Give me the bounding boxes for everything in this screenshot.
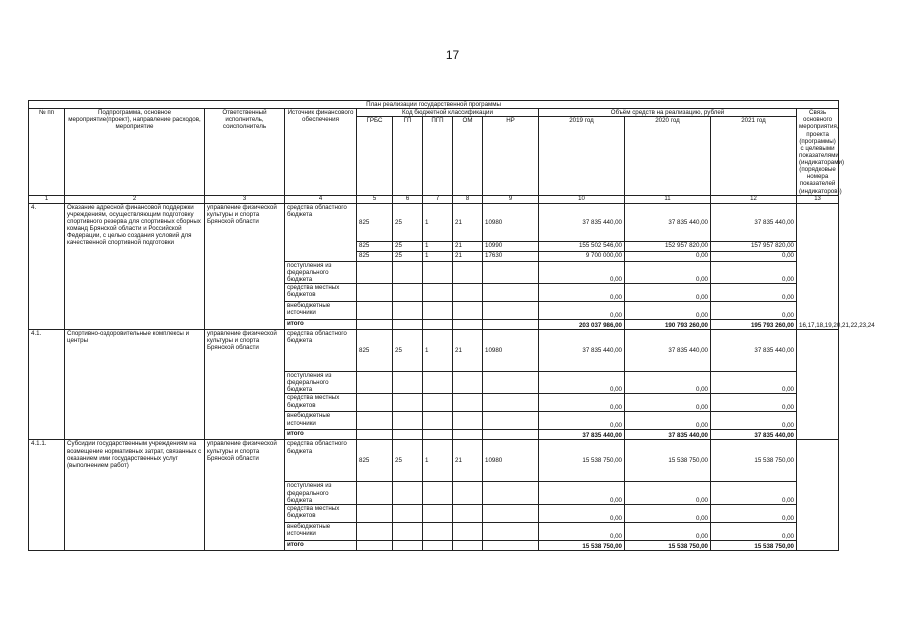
col-number: 11 — [625, 195, 711, 203]
value-2019: 155 502 546,00 — [539, 241, 625, 251]
value-2021: 15 538 750,00 — [711, 440, 797, 482]
empty-code-cell — [483, 522, 539, 540]
code-pgp: 1 — [423, 251, 453, 261]
code-om: 21 — [453, 241, 483, 251]
empty-code-cell — [483, 430, 539, 440]
empty-code-cell — [453, 430, 483, 440]
value-2021: 0,00 — [711, 504, 797, 522]
empty-code-cell — [423, 540, 453, 550]
value-2020: 37 835 440,00 — [625, 203, 711, 241]
row-num: 4. — [29, 203, 65, 329]
empty-code-cell — [393, 522, 423, 540]
col-number: 7 — [423, 195, 453, 203]
header-om: ОМ — [453, 117, 483, 195]
value-2021: 0,00 — [711, 522, 797, 540]
value-2021: 0,00 — [711, 412, 797, 430]
empty-code-cell — [453, 522, 483, 540]
empty-code-cell — [423, 284, 453, 302]
code-gp: 25 — [393, 251, 423, 261]
code-np: 10980 — [483, 440, 539, 482]
code-np: 10980 — [483, 203, 539, 241]
header-2020: 2020 год — [625, 117, 711, 195]
value-2019: 0,00 — [539, 284, 625, 302]
value-2021: 0,00 — [711, 261, 797, 283]
col-number: 3 — [205, 195, 285, 203]
value-2020: 15 538 750,00 — [625, 540, 711, 550]
header-subprogram: Подпрограмма, основное мероприятие(проект), направление расходов, мероприятие — [65, 109, 205, 196]
empty-code-cell — [357, 261, 393, 283]
row-name: Субсидии государственным учреждениям на возмещение нормативных затрат, связанных с оказанием ими государственных услуг (выполнением работ) — [65, 440, 205, 550]
table-row — [29, 330, 839, 372]
header-2019: 2019 год — [539, 117, 625, 195]
source-extra: внебюджетные источники — [285, 522, 357, 540]
col-number: 1 — [29, 195, 65, 203]
empty-code-cell — [453, 540, 483, 550]
source-regional: средства областного бюджета — [285, 203, 357, 261]
empty-code-cell — [393, 302, 423, 320]
empty-code-cell — [483, 261, 539, 283]
value-2020: 0,00 — [625, 504, 711, 522]
value-2020: 0,00 — [625, 261, 711, 283]
empty-code-cell — [453, 482, 483, 504]
value-2020: 37 835 440,00 — [625, 430, 711, 440]
empty-code-cell — [393, 284, 423, 302]
value-2019: 0,00 — [539, 372, 625, 394]
col-number: 13 — [797, 195, 839, 203]
value-2021: 37 835 440,00 — [711, 430, 797, 440]
header-volume: Объём средств на реализацию, рублей — [539, 109, 797, 117]
empty-code-cell — [357, 320, 393, 330]
empty-code-cell — [423, 430, 453, 440]
empty-code-cell — [393, 504, 423, 522]
value-2019: 0,00 — [539, 261, 625, 283]
row-num: 4.1.1. — [29, 440, 65, 550]
empty-code-cell — [483, 504, 539, 522]
source-federal: поступления из федерального бюджета — [285, 482, 357, 504]
empty-code-cell — [357, 482, 393, 504]
value-2019: 37 835 440,00 — [539, 330, 625, 372]
indicators-cell: 16,17,18,19,20,21,22,23,24 — [797, 203, 839, 329]
empty-code-cell — [357, 372, 393, 394]
code-grbs: 825 — [357, 203, 393, 241]
code-np: 10990 — [483, 241, 539, 251]
empty-code-cell — [453, 504, 483, 522]
value-2021: 0,00 — [711, 482, 797, 504]
row-name: Оказание адресной финансовой поддержки учреждениям, осуществляющим подготовку спортивного резерва для спортивных сборных команд Брянской области и Российской Федерации, с целью создания условий для качественной спортивной подготовки — [65, 203, 205, 329]
value-2021: 15 538 750,00 — [711, 540, 797, 550]
value-2021: 0,00 — [711, 251, 797, 261]
empty-code-cell — [483, 482, 539, 504]
value-2019: 0,00 — [539, 412, 625, 430]
code-grbs: 825 — [357, 330, 393, 372]
header-pgp: ПГП — [423, 117, 453, 195]
value-2020: 0,00 — [625, 251, 711, 261]
code-pgp: 1 — [423, 440, 453, 482]
plan-table — [28, 100, 875, 551]
code-gp: 25 — [393, 440, 423, 482]
empty-code-cell — [393, 372, 423, 394]
empty-code-cell — [357, 302, 393, 320]
header-responsible: Ответственный исполнитель, соисполнитель — [205, 109, 285, 196]
code-om: 21 — [453, 440, 483, 482]
value-2020: 0,00 — [625, 372, 711, 394]
value-2020: 37 835 440,00 — [625, 330, 711, 372]
value-2019: 15 538 750,00 — [539, 440, 625, 482]
value-2021: 157 957 820,00 — [711, 241, 797, 251]
empty-code-cell — [357, 522, 393, 540]
empty-code-cell — [423, 302, 453, 320]
value-2020: 0,00 — [625, 412, 711, 430]
source-local: средства местных бюджетов — [285, 284, 357, 302]
value-2019: 37 835 440,00 — [539, 430, 625, 440]
value-2020: 0,00 — [625, 522, 711, 540]
empty-code-cell — [483, 372, 539, 394]
value-2019: 0,00 — [539, 522, 625, 540]
value-2019: 15 538 750,00 — [539, 540, 625, 550]
table-row — [29, 203, 839, 241]
source-regional: средства областного бюджета — [285, 330, 357, 372]
source-federal: поступления из федерального бюджета — [285, 261, 357, 283]
code-om: 21 — [453, 251, 483, 261]
empty-code-cell — [357, 284, 393, 302]
source-regional: средства областного бюджета — [285, 440, 357, 482]
source-extra: внебюджетные источники — [285, 412, 357, 430]
header-source: Источник финансового обеспечения — [285, 109, 357, 196]
value-2020: 0,00 — [625, 284, 711, 302]
empty-code-cell — [453, 320, 483, 330]
row-responsible: управление физической культуры и спорта Брянской области — [205, 330, 285, 440]
header-link: Связь основного мероприятия, проекта (программы) с целевыми показателями (индикаторами) (порядковые номера показателей (индикаторов)) — [797, 109, 839, 196]
value-2021: 0,00 — [711, 372, 797, 394]
empty-code-cell — [393, 320, 423, 330]
value-2020: 190 793 260,00 — [625, 320, 711, 330]
value-2019: 203 037 986,00 — [539, 320, 625, 330]
col-number: 12 — [711, 195, 797, 203]
source-local: средства местных бюджетов — [285, 394, 357, 412]
code-om: 21 — [453, 203, 483, 241]
empty-code-cell — [393, 261, 423, 283]
value-2021: 37 835 440,00 — [711, 203, 797, 241]
empty-code-cell — [393, 430, 423, 440]
row-responsible: управление физической культуры и спорта Брянской области — [205, 440, 285, 550]
code-gp: 25 — [393, 241, 423, 251]
code-np: 10980 — [483, 330, 539, 372]
value-2020: 0,00 — [625, 394, 711, 412]
empty-code-cell — [357, 394, 393, 412]
value-2020: 0,00 — [625, 482, 711, 504]
row-num: 4.1. — [29, 330, 65, 440]
empty-code-cell — [483, 540, 539, 550]
empty-code-cell — [423, 522, 453, 540]
value-2019: 0,00 — [539, 394, 625, 412]
source-total: итого — [285, 320, 357, 330]
code-grbs: 825 — [357, 241, 393, 251]
value-2019: 0,00 — [539, 504, 625, 522]
value-2020: 152 957 820,00 — [625, 241, 711, 251]
value-2021: 0,00 — [711, 284, 797, 302]
col-number: 6 — [393, 195, 423, 203]
empty-code-cell — [423, 372, 453, 394]
empty-code-cell — [357, 430, 393, 440]
empty-code-cell — [453, 261, 483, 283]
empty-code-cell — [453, 284, 483, 302]
empty-code-cell — [453, 302, 483, 320]
source-local: средства местных бюджетов — [285, 504, 357, 522]
table-row — [29, 440, 839, 482]
empty-code-cell — [423, 482, 453, 504]
header-budget-code: Код бюджетной классификации — [357, 109, 539, 117]
header-grbs: ГРБС — [357, 117, 393, 195]
col-number: 2 — [65, 195, 205, 203]
code-gp: 25 — [393, 330, 423, 372]
table-title: План реализации государственной программы — [29, 101, 839, 109]
code-gp: 25 — [393, 203, 423, 241]
empty-code-cell — [423, 320, 453, 330]
source-extra: внебюджетные источники — [285, 302, 357, 320]
value-2019: 37 835 440,00 — [539, 203, 625, 241]
col-number: 5 — [357, 195, 393, 203]
empty-code-cell — [357, 412, 393, 430]
code-pgp: 1 — [423, 203, 453, 241]
empty-code-cell — [423, 504, 453, 522]
empty-code-cell — [423, 261, 453, 283]
header-num: № пп — [29, 109, 65, 196]
code-np: 17630 — [483, 251, 539, 261]
empty-code-cell — [423, 412, 453, 430]
empty-code-cell — [483, 284, 539, 302]
code-pgp: 1 — [423, 241, 453, 251]
value-2021: 0,00 — [711, 394, 797, 412]
row-name: Спортивно-оздоровительные комплексы и центры — [65, 330, 205, 440]
page-number: 17 — [445, 48, 460, 62]
value-2021: 37 835 440,00 — [711, 330, 797, 372]
value-2021: 0,00 — [711, 302, 797, 320]
code-grbs: 825 — [357, 251, 393, 261]
empty-code-cell — [453, 394, 483, 412]
row-responsible: управление физической культуры и спорта Брянской области — [205, 203, 285, 329]
header-np: НР — [483, 117, 539, 195]
empty-code-cell — [483, 394, 539, 412]
col-number: 8 — [453, 195, 483, 203]
header-gp: ГП — [393, 117, 423, 195]
empty-code-cell — [453, 412, 483, 430]
value-2020: 0,00 — [625, 302, 711, 320]
code-pgp: 1 — [423, 330, 453, 372]
value-2019: 0,00 — [539, 482, 625, 504]
indicators-cell — [797, 330, 839, 440]
empty-code-cell — [357, 540, 393, 550]
source-total: итого — [285, 540, 357, 550]
empty-code-cell — [393, 540, 423, 550]
empty-code-cell — [453, 372, 483, 394]
source-total: итого — [285, 430, 357, 440]
code-om: 21 — [453, 330, 483, 372]
source-federal: поступления из федерального бюджета — [285, 372, 357, 394]
value-2021: 195 793 260,00 — [711, 320, 797, 330]
empty-code-cell — [393, 482, 423, 504]
value-2019: 9 700 000,00 — [539, 251, 625, 261]
col-number: 4 — [285, 195, 357, 203]
code-grbs: 825 — [357, 440, 393, 482]
empty-code-cell — [393, 394, 423, 412]
header-2021: 2021 год — [711, 117, 797, 195]
empty-code-cell — [393, 412, 423, 430]
empty-code-cell — [357, 504, 393, 522]
indicators-cell — [797, 440, 839, 550]
empty-code-cell — [483, 320, 539, 330]
col-number: 9 — [483, 195, 539, 203]
empty-code-cell — [423, 394, 453, 412]
empty-code-cell — [483, 412, 539, 430]
col-number: 10 — [539, 195, 625, 203]
value-2019: 0,00 — [539, 302, 625, 320]
empty-code-cell — [483, 302, 539, 320]
value-2020: 15 538 750,00 — [625, 440, 711, 482]
